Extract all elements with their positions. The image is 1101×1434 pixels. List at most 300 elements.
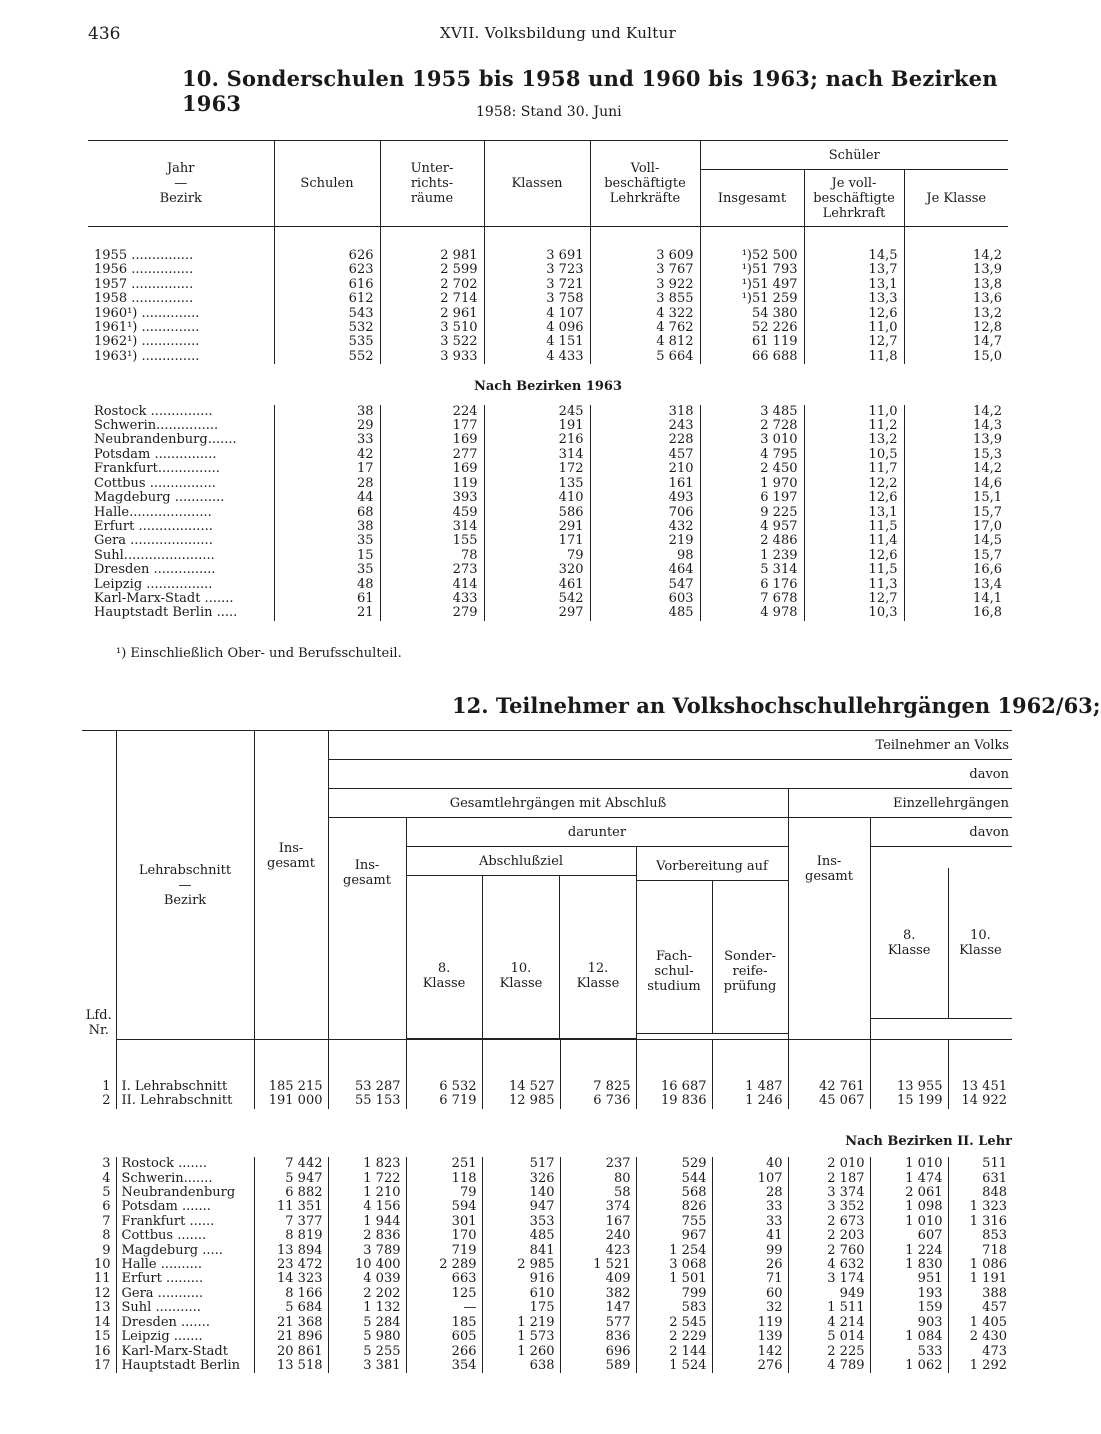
table-cell: 2 430 xyxy=(948,1330,1012,1344)
table-cell: 135 xyxy=(484,477,590,491)
table10 xyxy=(88,140,1008,621)
table-cell: I. Lehrabschnitt xyxy=(116,1040,254,1095)
table-cell: 947 xyxy=(482,1200,560,1214)
table-cell: 1 970 xyxy=(700,477,804,491)
table-row xyxy=(82,1172,1012,1186)
table-cell: 11,7 xyxy=(804,462,904,476)
table-cell: 2 836 xyxy=(328,1229,406,1243)
table-cell: 3 721 xyxy=(484,278,590,292)
t12-head-kl10: 10. Klasse xyxy=(482,876,560,1039)
table-cell: 605 xyxy=(406,1330,482,1344)
table12 xyxy=(82,730,1012,1373)
table-row xyxy=(88,477,1008,491)
table-cell: Hauptstadt Berlin xyxy=(116,1359,254,1373)
table-cell: 4 433 xyxy=(484,350,590,364)
table-cell: 32 xyxy=(712,1301,788,1315)
table-cell: 457 xyxy=(590,448,700,462)
table-cell: Magdeburg ..... xyxy=(116,1244,254,1258)
row-label: 1957 ............... xyxy=(94,276,194,292)
table-cell: 3 855 xyxy=(590,292,700,306)
table-cell: 755 xyxy=(636,1215,712,1229)
table-cell: 54 380 xyxy=(700,307,804,321)
table-cell: 2 061 xyxy=(870,1186,948,1200)
running-title: XVII. Volksbildung und Kultur xyxy=(440,24,677,42)
table-cell: 80 xyxy=(560,1172,636,1186)
table-row xyxy=(82,1229,1012,1243)
table-cell: 12,7 xyxy=(804,592,904,606)
row-label: 7 xyxy=(102,1213,111,1229)
t12-head-abschlussziel: Abschlußziel xyxy=(407,847,636,876)
table-cell: 243 xyxy=(590,419,700,433)
table-cell: 79 xyxy=(484,549,590,563)
table-cell: 529 xyxy=(636,1157,712,1171)
table-cell: 493 xyxy=(590,491,700,505)
table-cell: Karl-Marx-Stadt xyxy=(116,1345,254,1359)
table-cell: 5 255 xyxy=(328,1345,406,1359)
table-cell: 6 532 xyxy=(406,1040,482,1095)
table-cell: 547 xyxy=(590,578,700,592)
table-cell: 3 767 xyxy=(590,263,700,277)
t10-section-label: Nach Bezirken 1963 xyxy=(473,379,623,395)
table-cell: 119 xyxy=(712,1316,788,1330)
table-row xyxy=(82,1040,1012,1095)
table-cell: 1 010 xyxy=(870,1157,948,1171)
table-cell: 38 xyxy=(274,520,380,534)
table-cell: 10,3 xyxy=(804,606,904,620)
table-row xyxy=(88,592,1008,606)
table-cell: 3 381 xyxy=(328,1359,406,1373)
table-cell: 2 202 xyxy=(328,1287,406,1301)
table-cell: 3 758 xyxy=(484,292,590,306)
t10-head-je-lehrkraft: Je voll- beschäftigte Lehrkraft xyxy=(804,170,904,227)
t12-head-e-insgesamt: Ins- gesamt xyxy=(788,818,870,1040)
table-cell: 1 830 xyxy=(870,1258,948,1272)
table-cell: 2 486 xyxy=(700,534,804,548)
table-cell: 291 xyxy=(484,520,590,534)
table-cell: 28 xyxy=(712,1186,788,1200)
table-cell: 603 xyxy=(590,592,700,606)
table-cell: 219 xyxy=(590,534,700,548)
table-cell: 13,1 xyxy=(804,506,904,520)
table-row xyxy=(88,405,1008,419)
table-cell: 52 226 xyxy=(700,321,804,335)
table-cell: 170 xyxy=(406,1229,482,1243)
table-cell: 139 xyxy=(712,1330,788,1344)
table-cell: 71 xyxy=(712,1272,788,1286)
table-cell: 414 xyxy=(380,578,484,592)
table-cell: 393 xyxy=(380,491,484,505)
table-cell: 177 xyxy=(380,419,484,433)
table-cell: 40 xyxy=(712,1157,788,1171)
table-cell: 7 377 xyxy=(254,1215,328,1229)
table-cell: 98 xyxy=(590,549,700,563)
table-cell: 55 153 xyxy=(328,1094,406,1108)
t10-head-klassen: Klassen xyxy=(484,141,590,227)
table-cell: 15,0 xyxy=(904,350,1008,364)
table-cell: 2 545 xyxy=(636,1316,712,1330)
table-cell: 433 xyxy=(380,592,484,606)
row-label: 1960¹) .............. xyxy=(94,305,200,321)
table-cell: 543 xyxy=(274,307,380,321)
table-cell: 17 xyxy=(274,462,380,476)
table-cell: 6 176 xyxy=(700,578,804,592)
table-cell: 191 000 xyxy=(254,1094,328,1108)
table-cell: 35 xyxy=(274,563,380,577)
table10-title: 10. Sonderschulen 1955 bis 1958 und 1960 bis 1963; nach Bezirken 1963 xyxy=(182,66,998,116)
table-cell: 3 922 xyxy=(590,278,700,292)
table-cell: 175 xyxy=(482,1301,560,1315)
table-cell: 13 955 xyxy=(870,1040,948,1095)
row-label: Cottbus ................ xyxy=(94,475,216,491)
table-cell: Neubrandenburg xyxy=(116,1186,254,1200)
table-cell: 2 981 xyxy=(380,227,484,264)
table-row xyxy=(82,1345,1012,1359)
t12-head-einzellehrgaenge: Einzellehrgängen xyxy=(788,789,1012,818)
table-cell: 841 xyxy=(482,1244,560,1258)
table-cell: 612 xyxy=(274,292,380,306)
table-cell: 1 062 xyxy=(870,1359,948,1373)
table-cell: 14 922 xyxy=(948,1094,1012,1108)
table-cell: 11 351 xyxy=(254,1200,328,1214)
table-cell: 15 xyxy=(274,549,380,563)
t10-head-raeume: Unter- richts- räume xyxy=(380,141,484,227)
table-cell: 29 xyxy=(274,419,380,433)
table-cell: 2 450 xyxy=(700,462,804,476)
t12-head-g-insgesamt: Ins- gesamt xyxy=(328,818,406,1040)
table-cell: 314 xyxy=(484,448,590,462)
table-cell: 1 573 xyxy=(482,1330,560,1344)
table-cell: 610 xyxy=(482,1287,560,1301)
table-cell: 586 xyxy=(484,506,590,520)
table-cell: 13,2 xyxy=(904,307,1008,321)
table-row xyxy=(88,278,1008,292)
table-cell: 4 957 xyxy=(700,520,804,534)
table-cell: 2 225 xyxy=(788,1345,870,1359)
table-row xyxy=(82,1200,1012,1214)
table-cell: 2 187 xyxy=(788,1172,870,1186)
row-label: 5 xyxy=(102,1185,111,1201)
table-cell: 9 225 xyxy=(700,506,804,520)
table-cell: 3 522 xyxy=(380,335,484,349)
row-label: 17 xyxy=(93,1357,111,1373)
t12-head-e-kl10: 10. Klasse xyxy=(948,868,1012,1019)
table-cell: Leipzig ....... xyxy=(116,1330,254,1344)
table-cell: 11,2 xyxy=(804,419,904,433)
t12-head-vorbereitung: Vorbereitung auf xyxy=(637,852,788,881)
table-cell: 15,1 xyxy=(904,491,1008,505)
table-cell: 568 xyxy=(636,1186,712,1200)
table-cell: 13 451 xyxy=(948,1040,1012,1095)
table-cell: II. Lehrabschnitt xyxy=(116,1094,254,1108)
table-cell: 1 524 xyxy=(636,1359,712,1373)
table-cell: Frankfurt ...... xyxy=(116,1215,254,1229)
table-cell: 11,5 xyxy=(804,520,904,534)
table-cell: 457 xyxy=(948,1301,1012,1315)
table-cell: 14 527 xyxy=(482,1040,560,1095)
table-row xyxy=(82,1316,1012,1330)
table-cell: 11,0 xyxy=(804,321,904,335)
table-cell: 228 xyxy=(590,433,700,447)
table-cell: 276 xyxy=(712,1359,788,1373)
table-cell: 21 896 xyxy=(254,1330,328,1344)
table-row xyxy=(88,350,1008,364)
table-cell: — xyxy=(406,1301,482,1315)
row-label: 9 xyxy=(102,1242,111,1258)
t10-head-schulen: Schulen xyxy=(274,141,380,227)
table-cell: 5 284 xyxy=(328,1316,406,1330)
table-row xyxy=(88,563,1008,577)
table-cell: 8 166 xyxy=(254,1287,328,1301)
table-cell: 552 xyxy=(274,350,380,364)
table-cell: 1 405 xyxy=(948,1316,1012,1330)
table-cell: 4 795 xyxy=(700,448,804,462)
table-cell: 485 xyxy=(482,1229,560,1243)
table-cell: 11,0 xyxy=(804,405,904,419)
table-cell: 2 961 xyxy=(380,307,484,321)
table-cell: 60 xyxy=(712,1287,788,1301)
row-label: 12 xyxy=(93,1285,111,1301)
table-cell: 1 010 xyxy=(870,1215,948,1229)
table-cell: 4 789 xyxy=(788,1359,870,1373)
table-cell: Schwerin....... xyxy=(116,1172,254,1186)
table-cell: 4 156 xyxy=(328,1200,406,1214)
table-cell: 1 098 xyxy=(870,1200,948,1214)
table-cell: 21 xyxy=(274,606,380,620)
table-cell: ¹)51 793 xyxy=(700,263,804,277)
table-cell: 167 xyxy=(560,1215,636,1229)
table-cell: 1 944 xyxy=(328,1215,406,1229)
table-cell: 142 xyxy=(712,1345,788,1359)
table-cell: 535 xyxy=(274,335,380,349)
table-cell: Dresden ....... xyxy=(116,1316,254,1330)
table-row xyxy=(82,1244,1012,1258)
row-label: Gera .................... xyxy=(94,533,213,549)
table-cell: 461 xyxy=(484,578,590,592)
table-cell: 4 107 xyxy=(484,307,590,321)
table-cell: 12 985 xyxy=(482,1094,560,1108)
t10-head-lehrkraefte: Voll- beschäftigte Lehrkräfte xyxy=(590,141,700,227)
table-cell: 3 510 xyxy=(380,321,484,335)
table-cell: 159 xyxy=(870,1301,948,1315)
table-cell: Suhl ........... xyxy=(116,1301,254,1315)
t12-head-davon: davon xyxy=(328,760,1012,789)
table-cell: 13 518 xyxy=(254,1359,328,1373)
row-label: Rostock ............... xyxy=(94,403,213,419)
table-cell: 718 xyxy=(948,1244,1012,1258)
table-cell: 836 xyxy=(560,1330,636,1344)
table-cell: 13,2 xyxy=(804,433,904,447)
table-cell: 237 xyxy=(560,1157,636,1171)
table-cell: 432 xyxy=(590,520,700,534)
row-label: Hauptstadt Berlin ..... xyxy=(94,605,238,621)
table-cell: 2 673 xyxy=(788,1215,870,1229)
table-cell: 616 xyxy=(274,278,380,292)
table-cell: 848 xyxy=(948,1186,1012,1200)
table-cell: 374 xyxy=(560,1200,636,1214)
table-cell: 5 664 xyxy=(590,350,700,364)
table-cell: 2 203 xyxy=(788,1229,870,1243)
t12-head-kl12: 12. Klasse xyxy=(560,876,636,1039)
table-cell: 273 xyxy=(380,563,484,577)
table-cell: 388 xyxy=(948,1287,1012,1301)
table-row xyxy=(88,462,1008,476)
row-label: Magdeburg ............ xyxy=(94,490,225,506)
table-cell: 185 xyxy=(406,1316,482,1330)
table-cell: 533 xyxy=(870,1345,948,1359)
table-cell: Potsdam ....... xyxy=(116,1200,254,1214)
row-label: Dresden ............... xyxy=(94,562,216,578)
row-label: 6 xyxy=(102,1199,111,1215)
table-cell: Rostock ....... xyxy=(116,1157,254,1171)
table-cell: 1 086 xyxy=(948,1258,1012,1272)
table-row xyxy=(88,534,1008,548)
t12-head-darunter: darunter xyxy=(406,818,788,847)
table-cell: 2 760 xyxy=(788,1244,870,1258)
table-row xyxy=(82,1157,1012,1171)
table-cell: 2 144 xyxy=(636,1345,712,1359)
table-cell: 3 691 xyxy=(484,227,590,264)
table-cell: 626 xyxy=(274,227,380,264)
table-row xyxy=(82,1186,1012,1200)
table-cell: 5 314 xyxy=(700,563,804,577)
table-cell: 6 197 xyxy=(700,491,804,505)
table-cell: 5 684 xyxy=(254,1301,328,1315)
row-label: 1 xyxy=(102,1078,111,1094)
table-cell: 1 823 xyxy=(328,1157,406,1171)
table-cell: 6 719 xyxy=(406,1094,482,1108)
table-cell: 14,1 xyxy=(904,592,1008,606)
row-label: 14 xyxy=(93,1314,111,1330)
table-cell: 4 812 xyxy=(590,335,700,349)
table-row xyxy=(82,1094,1012,1108)
table-cell: 21 368 xyxy=(254,1316,328,1330)
table-cell: 14,7 xyxy=(904,335,1008,349)
table-cell: 14,2 xyxy=(904,227,1008,264)
table-cell: 119 xyxy=(380,477,484,491)
table-cell: 13 894 xyxy=(254,1244,328,1258)
table-cell: 1 501 xyxy=(636,1272,712,1286)
table-cell: 66 688 xyxy=(700,350,804,364)
row-label: Leipzig ................ xyxy=(94,576,213,592)
table-cell: 19 836 xyxy=(636,1094,712,1108)
table-cell: 26 xyxy=(712,1258,788,1272)
table-cell: 1 084 xyxy=(870,1330,948,1344)
table-cell: 1 219 xyxy=(482,1316,560,1330)
table-cell: 631 xyxy=(948,1172,1012,1186)
table-cell: 297 xyxy=(484,606,590,620)
table-cell: 577 xyxy=(560,1316,636,1330)
table-cell: 13,9 xyxy=(904,263,1008,277)
table-cell: 245 xyxy=(484,405,590,419)
table-cell: 544 xyxy=(636,1172,712,1186)
table-cell: Erfurt ......... xyxy=(116,1272,254,1286)
table-cell: 13,1 xyxy=(804,278,904,292)
table-cell: 216 xyxy=(484,433,590,447)
row-label: 1962¹) .............. xyxy=(94,334,200,350)
table-row xyxy=(88,549,1008,563)
table-cell: 949 xyxy=(788,1287,870,1301)
row-label: Frankfurt............... xyxy=(94,461,220,477)
table-cell: 45 067 xyxy=(788,1094,870,1108)
table-cell: 28 xyxy=(274,477,380,491)
row-label: 1958 ............... xyxy=(94,291,194,307)
table-cell: 193 xyxy=(870,1287,948,1301)
table-cell: 2 985 xyxy=(482,1258,560,1272)
table-cell: 99 xyxy=(712,1244,788,1258)
table-cell: 1 487 xyxy=(712,1040,788,1095)
table10-subtitle: 1958: Stand 30. Juni xyxy=(476,104,622,120)
table-cell: 172 xyxy=(484,462,590,476)
table-cell: 15,3 xyxy=(904,448,1008,462)
table-cell: 5 014 xyxy=(788,1330,870,1344)
table-cell: 4 978 xyxy=(700,606,804,620)
table-cell: 1 474 xyxy=(870,1172,948,1186)
table-cell: 2 229 xyxy=(636,1330,712,1344)
table-cell: 14 323 xyxy=(254,1272,328,1286)
table-cell: 35 xyxy=(274,534,380,548)
table-cell: 12,6 xyxy=(804,549,904,563)
table-cell: 251 xyxy=(406,1157,482,1171)
table-cell: 485 xyxy=(590,606,700,620)
table-cell: 147 xyxy=(560,1301,636,1315)
table-cell: 532 xyxy=(274,321,380,335)
table-cell: 2 010 xyxy=(788,1157,870,1171)
table-cell: 1 224 xyxy=(870,1244,948,1258)
table-cell: 13,6 xyxy=(904,292,1008,306)
table-cell: 1 323 xyxy=(948,1200,1012,1214)
table-cell: 61 119 xyxy=(700,335,804,349)
table-cell: 13,4 xyxy=(904,578,1008,592)
row-label: Potsdam ............... xyxy=(94,446,217,462)
table-cell: 277 xyxy=(380,448,484,462)
table-cell: 14,6 xyxy=(904,477,1008,491)
table-row xyxy=(88,227,1008,264)
row-label: 1961¹) .............. xyxy=(94,320,200,336)
row-label: 16 xyxy=(93,1343,111,1359)
table-cell: 967 xyxy=(636,1229,712,1243)
row-label: Suhl...................... xyxy=(94,547,215,563)
table-cell: 3 374 xyxy=(788,1186,870,1200)
table-row xyxy=(82,1359,1012,1373)
table-cell: ¹)51 497 xyxy=(700,278,804,292)
table-row xyxy=(82,1272,1012,1286)
table-cell: 33 xyxy=(712,1215,788,1229)
table-cell: 161 xyxy=(590,477,700,491)
table-cell: 14,3 xyxy=(904,419,1008,433)
table-cell: 5 980 xyxy=(328,1330,406,1344)
table-row xyxy=(88,433,1008,447)
t12-head-teilnehmer: Teilnehmer an Volks xyxy=(328,731,1012,760)
table-row xyxy=(82,1287,1012,1301)
table-cell: 7 825 xyxy=(560,1040,636,1095)
table-cell: 7 678 xyxy=(700,592,804,606)
table-cell: 78 xyxy=(380,549,484,563)
table-cell: 589 xyxy=(560,1359,636,1373)
table-cell: 1 210 xyxy=(328,1186,406,1200)
table-row xyxy=(82,1301,1012,1315)
table-cell: 1 191 xyxy=(948,1272,1012,1286)
t10-head-schueler: Schüler xyxy=(700,141,1008,170)
table-cell: 2 714 xyxy=(380,292,484,306)
table-cell: 382 xyxy=(560,1287,636,1301)
table-row xyxy=(88,263,1008,277)
table-row xyxy=(88,292,1008,306)
t10-head-je-klasse: Je Klasse xyxy=(904,170,1008,227)
table-cell: 1 260 xyxy=(482,1345,560,1359)
table-cell: 16,8 xyxy=(904,606,1008,620)
table-cell: 326 xyxy=(482,1172,560,1186)
table-row xyxy=(88,307,1008,321)
